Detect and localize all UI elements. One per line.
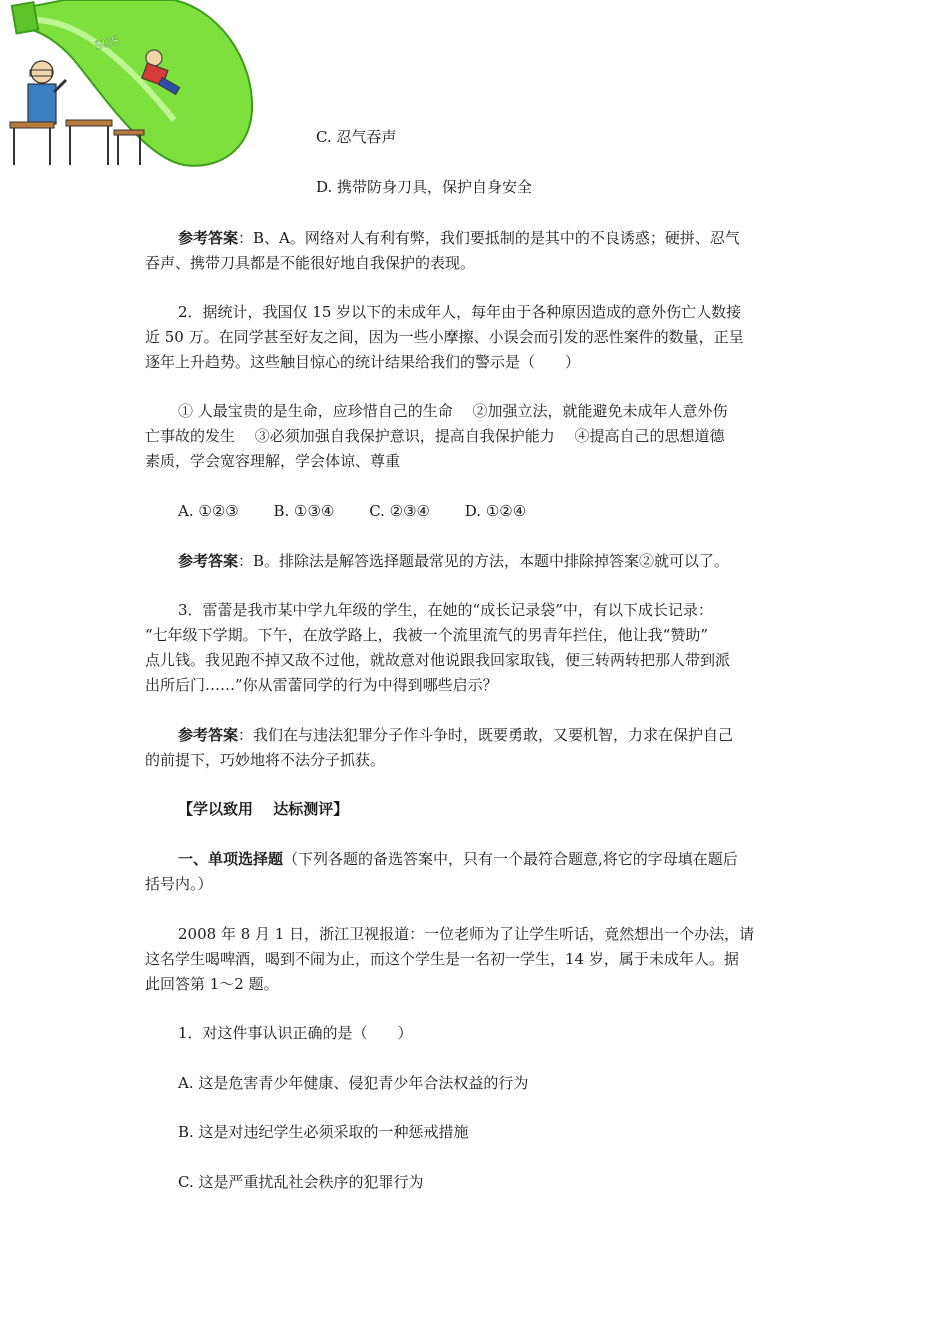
- passage-line2: 这名学生喝啤酒，喝到不闹为止，而这个学生是一名初一学生，14 岁，属于未成年人。据: [145, 950, 739, 968]
- part1-title: 一、单项选择题: [178, 850, 284, 868]
- answer-label: 参考答案: [178, 552, 239, 570]
- q2-items-line2: 亡事故的发生 ③必须加强自我保护意识，提高自我保护能力 ④提高自己的思想道德: [145, 427, 725, 445]
- passage-line3: 此回答第 1～2 题。: [145, 975, 279, 993]
- q-new1-stem: 1．对这件事认识正确的是（ ）: [178, 1024, 413, 1042]
- q3-line1: 3．雷蕾是我市某中学九年级的学生，在她的“成长记录袋”中，有以下成长记录：: [178, 601, 713, 619]
- answer3-line1: 参考答案：我们在与违法犯罪分子作斗争时，既要勇敢，又要机智，力求在保护自己: [178, 726, 734, 744]
- sos-text: SOS: [93, 32, 121, 53]
- answer2-line: 参考答案：B。排除法是解答选择题最常见的方法，本题中排除掉答案②就可以了。: [178, 552, 730, 570]
- section-heading: 【学以致用 达标测评】: [178, 800, 349, 818]
- q2-items-line1: ① 人最宝贵的是生命，应珍惜自己的生命 ②加强立法，就能避免未成年人意外伤: [178, 402, 728, 420]
- answer1-line1: 参考答案：B、A。网络对人有利有弊，我们要抵制的是其中的不良诱惑；硬拼、忍气: [178, 229, 740, 247]
- q2-choices: [178, 501, 556, 521]
- part1-desc-line2: 括号内。）: [145, 875, 213, 893]
- desk-left: [10, 122, 54, 128]
- q3-line3: 点儿钱。我见跑不掉又敌不过他，就故意对他说跟我回家取钱，便三转两转把那人带到派: [145, 651, 731, 669]
- q2-line3: 逐年上升趋势。这些触目惊心的统计结果给我们的警示是（ ）: [145, 353, 581, 371]
- passage-line1: 2008 年 8 月 1 日，浙江卫视报道：一位老师为了让学生听话，竟然想出一个办法，请: [178, 925, 755, 943]
- choice-c: C. ②③④: [369, 502, 431, 520]
- answer-label: 参考答案: [178, 726, 239, 744]
- q2-line2: 近 50 万。在同学甚至好友之间，因为一些小摩擦、小误会而引发的恶性案件的数量，正呈: [145, 328, 744, 346]
- q3-line2: “七年级下学期。下午，在放学路上，我被一个流里流气的男青年拦住，他让我“赞助”: [145, 626, 709, 644]
- q-new1-option-b: B. 这是对违纪学生必须采取的一种惩戒措施: [178, 1123, 469, 1141]
- desk-right: [66, 120, 112, 126]
- choice-a: A. ①②③: [178, 502, 239, 520]
- part1-title-line: 一、单项选择题（下列各题的备选答案中，只有一个最符合题意,将它的字母填在题后: [178, 850, 738, 868]
- q-new1-option-a: A. 这是危害青少年健康、侵犯青少年合法权益的行为: [178, 1074, 529, 1092]
- option-c-top: C. 忍气吞声: [316, 128, 397, 146]
- answer3-line2: 的前提下，巧妙地将不法分子抓获。: [145, 751, 386, 769]
- answer-label: 参考答案: [178, 229, 239, 247]
- answer1-line2: 吞声、携带刀具都是不能很好地自我保护的表现。: [145, 254, 476, 272]
- choice-b: B. ①③④: [273, 502, 335, 520]
- q2-line1: 2．据统计，我国仅 15 岁以下的未成年人，每年由于各种原因造成的意外伤亡人数接: [178, 303, 742, 321]
- q-new1-option-c: C. 这是严重扰乱社会秩序的犯罪行为: [178, 1173, 424, 1191]
- teacher-figure: [31, 61, 53, 83]
- illustration-bottle-cartoon: [4, 0, 256, 172]
- option-d-top: D. 携带防身刀具，保护自身安全: [316, 178, 533, 196]
- q2-items-line3: 素质，学会宽容理解，学会体谅、尊重: [145, 452, 401, 470]
- choice-d: D. ①②④: [464, 502, 527, 520]
- q3-line4: 出所后门……”你从雷蕾同学的行为中得到哪些启示？: [145, 676, 498, 694]
